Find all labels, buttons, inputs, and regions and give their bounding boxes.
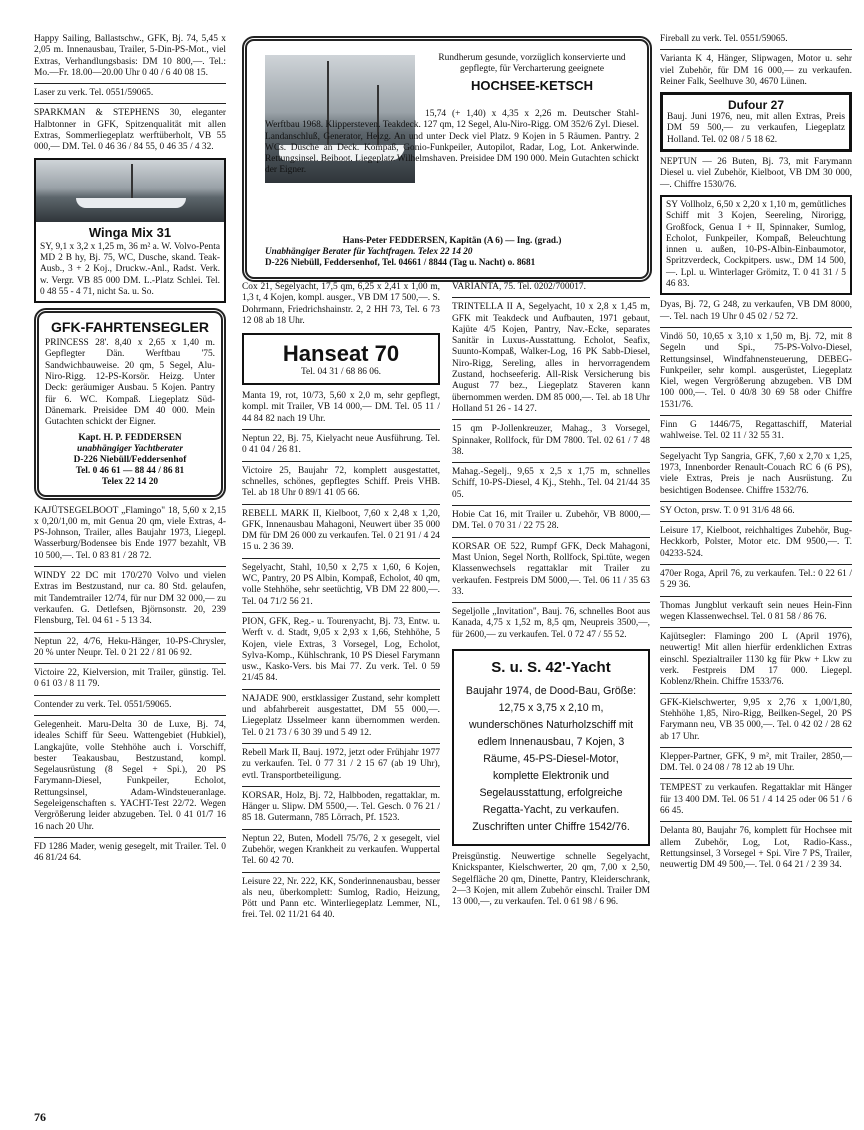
gfk-contact-address: D-226 Niebüll/Feddersenhof [73,454,187,465]
divider [452,537,650,538]
divider [34,83,226,84]
ad-vindoe: Vindö 50, 10,65 x 3,10 x 1,50 m, Bj. 72, mit 8 Segeln und Spi., 75-PS-Volvo-Diesel, Rettungsinsel, Windfahnensteuerung, DEBEG-Funkpeiler, sehr kompl. ausgerüstet, Liegeplatz Kiel, wegen Vergrößerung abzugeben. VB DM 100 000,—. Tel. 0 40/8 30 69 58 oder Chiffre 1531/76. [660,331,852,410]
ad-fd: FD 1286 Mader, wenig gesegelt, mit Trailer. Tel. 0 46 81/24 64. [34,841,226,864]
ketsch-box [242,36,652,282]
ad-windy: WINDY 22 DC mit 170/270 Volvo und vielen Extras im Bestzustand, nur ca. 80 Std. gelaufen, mit Tandemtrailer 12/74, für nur DM 32 000,— zu verkaufen. G. Detlefsen, Björnsonstr. 20, 239 Flensburg, Tel. 04 61 - 5 13 34. [34,571,226,627]
winga-photo [36,160,224,222]
divider [34,837,226,838]
ad-korsar-oe: KORSAR OE 522, Rumpf GFK, Deck Mahagoni, Mast Union, Segel North, Rollfock, Spi.tüte, wegen Klassenwechsels regattaklar mit Trailer zu verkaufen. Festpreis DM 5000,—. Tel. 06 11 / 35 63 33. [452,541,650,597]
divider [34,695,226,696]
ad-kajuetsegler: Kajütsegler: Flamingo 200 L (April 1976), neuwertig! Mit allen hierfür erdenklichen Extras einschl. Spezialtrailer 1130 kg für Pkw + Lkw zu verk. Festpreis DM 17 000. Liegepl. Koblenz/Rhein. Chiffre 1533/76. [660,632,852,688]
winga-text: SY, 9,1 x 3,2 x 1,25 m, 36 m² a. W. Volvo-Penta MD 2 B hy, Bj. 75, WC, Dusche, skand. Teak-Ausb., 3 + 2 Koj., Druckw.-Anl., Radst. Verk. w. Vergr. VB 85 000 DM. L.-Platz Schlei. Tel. 0 48 55 - 4 71, nicht Sa. u. So. [40,241,220,297]
ad-jungblut: Thomas Jungblut verkauft sein neues Hein-Finn wegen Klassenwechsel. Tel. 0 81 58 / 86 76. [660,600,852,622]
divider [242,689,440,690]
gfk-contact-telex: Telex 22 14 20 [101,477,159,488]
divider [660,415,852,416]
divider [452,505,650,506]
ad-klepper: Klepper-Partner, GFK, 9 m², mit Trailer, 2850,— DM. Tel. 0 24 08 / 78 12 ab 19 Uhr. [660,751,852,774]
ad-octon: SY Octon, prsw. T. 0 91 31/6 48 66. [660,505,795,516]
divider [242,504,440,505]
ad-varianta: VARIANTA, 75. Tel. 0202/700017. [452,282,586,292]
ad-sy-vollholz: SY Vollholz, 6,50 x 2,20 x 1,10 m, gemütliches Schiff mit 3 Kojen, Seereling, Nirorigg, Großfock, Genua I + II, Spinnaker, Sumlog, Echolot, Funkpeiler, Kompaß, Beleuchtung innen u. außen, 10-PS-Albin-Einbaumotor, Spritzverdeck, Cockpitpers. usw., DM 14 500,—. Lpl. u. Winterlager Grömitz, T. 0 41 31 / 5 46 83. [666,199,846,290]
ad-neptun: Neptun 22, 4/76, Heku-Hänger, 10-PS-Chrysler, 20 % unter Neupr. Tel. 0 21 22 / 81 06 92. [34,636,226,658]
divider [660,501,852,502]
hanseat-tel: Tel. 04 31 / 68 86 06. [300,367,382,378]
divider [242,743,440,744]
ad-trintella: TRINTELLA II A, Segelyacht, 10 x 2,8 x 1,45 m, GFK mit Teakdeck und Aufbauten, 1971 gebaut, Kajüte 4/5 Kojen, Pantry, Nav.-Ecke, separates Sanitär in Luxus-Ausstattung. Echolot, Seafix, Suunto-Kompaß, Walker-Log, 16 PK Sabb-Diesel, Niro-Rigg, Sereling, alles in hervorragendem Zustand, hochseeferig. All-Risk Versicherung bis August 77 bez., Liegeplatz Staveren kann übernommen werden. DM 85 000,—. Tel. ab 18 Uhr Holland 51 26 - 14 27. [452,302,650,414]
ad-dyas: Dyas, Bj. 72, G 248, zu verkaufen, VB DM 8000,—. Tel. nach 19 Uhr 0 45 02 / 52 72. [660,300,852,322]
ad-neptun2: Neptun 22, Buten, Modell 75/76, 2 x gesegelt, viel Zubehör, wegen Krankheit zu verkaufen. Wuppertal Tel. 60 42 70. [242,833,440,867]
ad-rebell2: Rebell Mark II, Bauj. 1972, jetzt oder Frühjahr 1977 zu verkaufen. Tel. 0 77 31 / 2 15 67 (ab 19 Uhr), evtl. Transportbeteiligung. [242,747,440,781]
divider [660,447,852,448]
divider [242,829,440,830]
ad-leisure-17: Leisure 17, Kielboot, reichhaltiges Zubehör, Bug-Heckkorb, Polster, Motor etc. DM 9500,—. T. 04233-524. [660,526,852,559]
ad-najade: NAJADE 900, erstklassiger Zustand, sehr komplett und abfahrbereit ausgestattet, DM 55 000,—. Liegeplatz IJsselmeer kann übernommen werden. Tel. 0 21 73 / 6 30 39 und 5 49 12. [242,693,440,738]
divider [34,715,226,716]
ad-roga: 470er Roga, April 76, zu verkaufen. Tel.: 0 22 61 / 5 29 36. [660,568,852,591]
divider [660,564,852,565]
ad-neptun-26: NEPTUN — 26 Buten, Bj. 73, mit Farymann Diesel u. viel Zubehör, Kielboot, VB DM 30 000,—. Chiffre 1530/76. [660,157,852,190]
hull-shape [76,198,186,208]
gfk-title: GFK-FAHRTENSEGLER [51,319,209,336]
gfk-box [34,308,226,499]
column-4 [660,34,852,876]
ad-victoire25: Victoire 25, Baujahr 72, komplett ausgestattet, schnelles, schönes, gepflegtes Schiff. Preis VHB. Tel. ab 18 Uhr 0 89/1 41 05 66. [242,465,440,499]
divider [660,49,852,50]
divider [242,558,440,559]
ad-delanta: Delanta 80, Baujahr 76, komplett für Hochsee mit allem Zubehör, Log, Lot, Radio-Kass., Rettungsinsel, 3 Vorsegel + Spi. Vire 7 PS, Trailer, neuwertig DM 49 500,—. Tel. 0 64 21 / 2 39 34. [660,826,852,871]
ad-finn: Finn G 1446/75, Regattaschiff, Material wahlweise. Tel. 02 11 / 32 55 31. [660,420,852,442]
ketsch-text: 15,74 (+ 1,40) x 4,35 x 2,26 m. Deutscher Stahl-Werftbau 1968. Klippersteven. Teakdeck. 127 qm, 12 Segel, Alu-Niro-Rigg. OM 352/6 Zyl. Diesel. Landanschluß, Generator, Heizg. An und unter Deck viel Platz. 9 Kojen in 5 Räumen. Pantry. 2 WCs. Dusche an Deck. Kompaß, Gonio-Funkpeiler, Autopilot, Radar, Log, Lot. Ankerwinde. Rettungsinsel. Beiboot. Liegeplatz Wilhelmshaven. Preisidee DM 190 000. Mein Gutachten schickt der Eigner. [265,109,639,176]
divider [242,461,440,462]
ad-cox: Cox 21, Segelyacht, 17,5 qm, 6,25 x 2,41 x 1,00 m, 1,3 t, 4 Kojen, kompl. ausger., VB DM 17 500,—. S. Dohrmann, Friedrichshainstr. 2, 2 HH 73, Tel. 6 73 12 08 ab 18 Uhr. [242,282,441,326]
ad-gelegenheit: Gelegenheit. Maru-Delta 30 de Luxe, Bj. 74, ideales Schiff für Seeu. Wattengebiet (Hubkiel), Langkajüte, volle Stehhöhe auch i. Vorschiff, bester Teakausbau, Bestzustand, kompl. Segelausrüstung (8 Segel + Spi.), 20 PS Farymann-Diesel, Funkpeiler, Echolot, Rettungsinsel, Adam-Windsteueranlage. Segeleigenschaften s. YACHT-Test 22/72. Wegen Vergrößerung leider abzugeben. Tel. 0 41 01/7 16 16 nach 20 Uhr. [34,720,226,832]
dufour-title: Dufour 27 [727,98,784,113]
ad-jollenkreuzer: 15 qm P-Jollenkreuzer, Mahag., 3 Vorsegel, Spinnaker, Rollfock, für DM 7800. Tel. 02 61 / 7 48 38. [452,424,650,457]
divider [660,327,852,328]
gfk-contact-role: unabhängiger Yachtberater [76,443,183,454]
ketsch-title: HOCHSEE-KETSCH [470,77,594,93]
ad-korsar: KORSAR, Holz, Bj. 72, Halbboden, regattaklar, m. Hänger u. Slipw. DM 5500,—. Tel. Gesch. 0 76 21 / 85 18. Gutermann, 785 Lörrach, Pf. 1523. [242,790,440,824]
ad-pion: PION, GFK, Reg.- u. Tourenyacht, Bj. 73, Entw. u. Werft v. d. Stadt, 9,05 x 2,93 x 1,66, Stehhöhe, 5 Kojen, viele Extras, 3 Vorsegel, Log, Echolot, Sylva-Komp., Kühlschrank, 10 PS Diesel Farymann usw., Kasko-Vers. bis Mai 77. Zu verk. Tel. 0 59 21/45 84. [242,616,440,684]
ad-contender: Contender zu verk. Tel. 0551/59065. [34,699,172,710]
ad-varianta-k4: Varianta K 4, Hänger, Slipwagen, Motor u. sehr viel Zubehör, für DM 16 000,— zu verkaufen. Reiner Falk, Seelhuve 30, 4670 Lünen. [660,54,852,87]
ad-laser: Laser zu verk. Tel. 0551/59065. [34,88,154,99]
sy-vollholz-box [660,195,852,295]
divider [242,872,440,873]
gfk-contact-name: Kapt. H. P. FEDDERSEN [78,432,182,443]
divider [660,521,852,522]
winga-box [34,158,226,303]
ketsch-contact-name: Hans-Peter FEDDERSEN, Kapitän (A 6) — Ing. (grad.) [342,235,562,245]
divider [660,627,852,628]
divider [242,786,440,787]
divider [660,693,852,694]
ad-sangria: Segelyacht Typ Sangria, GFK, 7,60 x 2,70 x 1,25, 1973, Innenborder Renault-Couach RC 6 (6 PS), viele Extras, Preis je nach Ausrüstung. Zu besichtigen Bodensee. Chiffre 1532/76. [660,451,852,496]
ad-mahag: Mahag.-Segelj., 9,65 x 2,5 x 1,75 m, schnelles Schiff, 10-PS-Diesel, 4 Kj., Stehh., Tel. 04 21/44 35 05. [452,467,650,500]
divider [34,663,226,664]
hanseat-title: Hanseat 70 [282,341,400,367]
sus-title: S. u. S. 42'-Yacht [491,659,611,677]
dufour-text: Bauj. Juni 1976, neu, mit allen Extras, Preis DM 59 500,— zu verkaufen, Liegeplatz Holland. Tel. 02 08 / 5 18 62. [667,112,845,145]
sus-box [452,649,650,846]
divider [34,566,226,567]
divider [452,462,650,463]
divider [242,612,440,613]
ad-leisure: Leisure 22, Nr. 222, KK, Sonderinnenausbau, besser als neu, überkomplett: Sumlog, Radio, Heizung, Pött und Pann etc. Winterliegeplatz Lemmer, NL, frei. Tel. 02 11/21 64 40. [242,876,440,921]
ad-kajuet: KAJÜTSEGELBOOT „Flamingo" 18, 5,60 x 2,15 x 0,20/1,00 m, mit Genua 20 qm, viele Extras, 4-PS-Johnson, Trailer, alles Baujahr 1973, Liegepl. Wasserburg/Bodensee bis Ende 1977 bezahlt, VB 10 500,—. Tel. 0 83 81 / 28 72. [34,505,226,561]
ad-manta: Manta 19, rot, 10/73, 5,60 x 2,0 m, sehr gepflegt, kompl. mit Trailer, VB 14 000,— DM. Tel. 05 11 / 44 84 82 nach 19 Uhr. [242,391,440,424]
page-number: 76 [34,1110,46,1124]
column-3 [452,282,650,913]
gfk-contact-phone: Tel. 0 46 61 — 88 44 / 86 81 [75,466,185,477]
ad-happy-sailing: Happy Sailing, Ballastschw., GFK, Bj. 74, 5,45 x 2,05 m. Innenausbau, Trailer, 5-Din-PS-Mot., viel Extras, Verhandlungsbasis: DM 10 800,—. Tel.: Mo.—Fr. 18.00—20.00 Uhr 0 40 / 6 40 08 15. [34,34,226,78]
ad-hobie: Hobie Cat 16, mit Trailer u. Zubehör, VB 8000,— DM. Tel. 0 70 31 / 22 75 28. [452,510,650,532]
ad-segelyacht: Segelyacht, Stahl, 10,50 x 2,75 x 1,60, 6 Kojen, WC, Pantry, 20 PS Albin, Kompaß, Echolot, 40 qm, volle Stehhöhe, sehr seetüchtig, VB DM 22 800,—. Tel. 04 71/2 56 21. [242,562,440,607]
column-2 [242,282,440,926]
divider [242,429,440,430]
ketsch-contact-role: Unabhängiger Berater für Yachtfragen. Telex 22 14 20 [265,246,473,256]
gfk-text: PRINCESS 28'. 8,40 x 2,65 x 1,40 m. Gepflegter Dän. Werftbau '75. Sandwichbauweise. 20 qm, 5 Segel, Alu-Niro-Rigg. 12-PS-Korsör. Heizg. Unter Deck: geräumiger Ausbau. 5 Kojen. Pantry für 6. WC. Kompaß. Liegeplatz Süd-Dänemark. Preisidee DM 40 000. Mein Gutachten schickt der Eigner. [45,338,215,428]
ad-rebell: REBELL MARK II, Kielboot, 7,60 x 2,48 x 1,20, GFK, Innenausbau Mahagoni, Neuwert über 35 000 DM für DM 26 000 zu verkaufen. Tel. 0 21 91 / 4 24 15 u. 2 36 39. [242,508,440,553]
ad-kielschwerter: GFK-Kielschwerter, 9,95 x 2,76 x 1,00/1,80, Stehhöhe 1,85, Niro-Rigg, Beilken-Segel, 20 PS Farymann neu, VB 35 000,—. Tel. 0 42 02 / 28 62 ab 17 Uhr. [660,697,852,742]
divider [452,419,650,420]
dufour-box [660,92,852,152]
ketsch-intro: Rundherum gesunde, vorzüglich konservierte und gepflegte, für Vercharterung geeignete [438,53,626,75]
ketsch-contact-address: D-226 Niebüll, Feddersenhof, Tel. 04661 / 8844 (Tag u. Nacht) o. 8681 [265,257,536,267]
divider [660,747,852,748]
divider [660,821,852,822]
column-1 [34,34,226,869]
divider [34,632,226,633]
divider [34,103,226,104]
divider [452,602,650,603]
ad-sparkman: SPARKMAN & STEPHENS 30, eleganter Halbtonner in GFK, Spitzenqualität mit allen Extras, Sommerliegeplatz werftüberholt, VB 55 000,— DM. Tel. 0 46 36 / 84 55, 0 46 35 / 4 32. [34,108,226,153]
ad-fireball: Fireball zu verk. Tel. 0551/59065. [660,34,788,44]
ad-tempest: TEMPEST zu verkaufen. Regattaklar mit Hänger für 13 400 DM. Tel. 06 51 / 4 14 25 oder 06 51 / 6 66 45. [660,783,852,817]
winga-title: Winga Mix 31 [88,224,172,240]
ad-preisguenstig: Preisgünstig. Neuwertige schnelle Segelyacht, Knickspanter, Kielschwerter, 20 qm, 7,00 x 2,50, Segelfläche 20 qm, Dinette, Pantry, Kleiderschrank, 2—3 Kojen, mit allem Zubehör einschl. Trailer DM 13 000,—, zu verkaufen. Tel. 0 61 98 / 6 96. [452,852,650,908]
ad-victoire: Victoire 22, Kielversion, mit Trailer, günstig. Tel. 0 61 03 / 8 11 79. [34,668,226,690]
ad-seglerjolle: Segeljolle „Invitation", Bauj. 76, schnelles Boot aus Kanada, 4,75 x 1,52 m, 8,5 qm, Neupreis 3500,—, für 2600,— zu verkaufen. Tel. 0 72 47 / 55 52. [452,607,650,640]
divider [452,297,650,298]
sus-text: Baujahr 1974, de Dood-Bau, Größe: 12,75 x 3,75 x 2,10 m, wunderschönes Naturholzschiff mit edlem Innenausbau, 7 Kojen, 3 Räume, 45-PS-Diesel-Motor, komplette Elektronik und Segelausstattung, erfolgreiche Regatta-Yacht, zu verkaufen. Zuschriften unter Chiffre 1542/76. [465,685,637,834]
divider [660,778,852,779]
hanseat-box [242,333,440,385]
divider [660,596,852,597]
ad-neptun22: Neptun 22, Bj. 75, Kielyacht neue Ausführung. Tel. 0 41 04 / 26 81. [242,434,440,456]
